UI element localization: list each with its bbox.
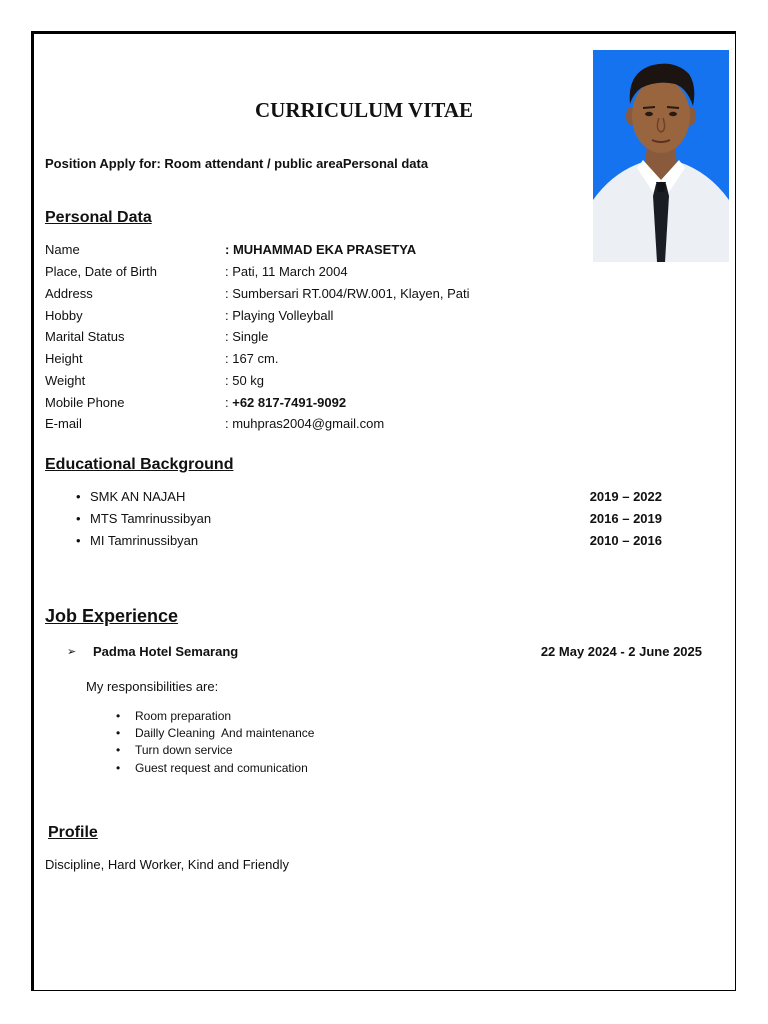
- responsibility-text: Guest request and comunication: [135, 761, 308, 775]
- responsibility-text: Turn down service: [135, 743, 233, 757]
- field-value: [225, 395, 346, 410]
- field-label: Height: [45, 351, 83, 366]
- field-value: : 167 cm.: [225, 351, 279, 366]
- personal-data-heading: Personal Data: [45, 209, 152, 226]
- field-label: Name: [45, 242, 80, 257]
- education-item: [76, 533, 666, 553]
- school-years: 2016 – 2019: [589, 511, 662, 526]
- school-name: MTS Tamrinussibyan: [90, 511, 212, 526]
- field-label: Mobile Phone: [45, 395, 125, 410]
- bullet-icon: •: [76, 533, 81, 548]
- responsibility-text: Room preparation: [135, 709, 232, 723]
- bullet-icon: •: [116, 743, 121, 757]
- school-years: 2010 – 2016: [589, 533, 662, 548]
- responsibilities-intro: My responsibilities are:: [86, 679, 219, 694]
- profile-heading: Profile: [48, 824, 98, 841]
- field-label: Address: [45, 286, 93, 301]
- education-item: [76, 489, 666, 509]
- field-label: Hobby: [45, 308, 83, 323]
- bullet-icon: •: [76, 511, 81, 526]
- field-value: : MUHAMMAD EKA PRASETYA: [225, 242, 417, 257]
- school-name: MI Tamrinussibyan: [90, 533, 199, 548]
- school-name: SMK AN NAJAH: [90, 489, 186, 504]
- position-apply: Position Apply for: Room attendant / public areaPersonal data: [45, 156, 429, 171]
- bullet-icon: •: [76, 489, 81, 504]
- field-label: Weight: [45, 373, 86, 388]
- responsibility-text: Dailly Cleaning And maintenance: [135, 726, 315, 740]
- field-label: Place, Date of Birth: [45, 264, 157, 279]
- field-value: : muhpras2004@gmail.com: [225, 416, 385, 431]
- field-value: : Playing Volleyball: [225, 308, 334, 323]
- education-heading: Educational Background: [45, 456, 234, 473]
- field-value: : 50 kg: [225, 373, 265, 388]
- document-title: CURRICULUM VITAE: [255, 98, 473, 122]
- company-name: Padma Hotel Semarang: [93, 644, 239, 659]
- arrow-bullet-icon: ➢: [67, 646, 77, 658]
- field-value-prefix: :: [225, 395, 233, 410]
- school-years: 2019 – 2022: [589, 489, 662, 504]
- profile-text: Discipline, Hard Worker, Kind and Friendly: [45, 857, 289, 872]
- field-value: : Sumbersari RT.004/RW.001, Klayen, Pati: [225, 286, 470, 301]
- bullet-icon: •: [116, 709, 121, 723]
- job-period: 22 May 2024 - 2 June 2025: [540, 644, 702, 659]
- field-value: : Pati, 11 March 2004: [225, 264, 348, 279]
- education-item: [76, 511, 666, 531]
- bullet-icon: •: [116, 726, 121, 740]
- field-label: E-mail: [45, 416, 82, 431]
- bullet-icon: •: [116, 761, 121, 775]
- profile-photo: [593, 50, 729, 262]
- field-value: : Single: [225, 329, 269, 344]
- field-label: Marital Status: [45, 329, 125, 344]
- phone-number: +62 817-7491-9092: [232, 395, 347, 410]
- job-experience-heading: Job Experience: [45, 606, 179, 626]
